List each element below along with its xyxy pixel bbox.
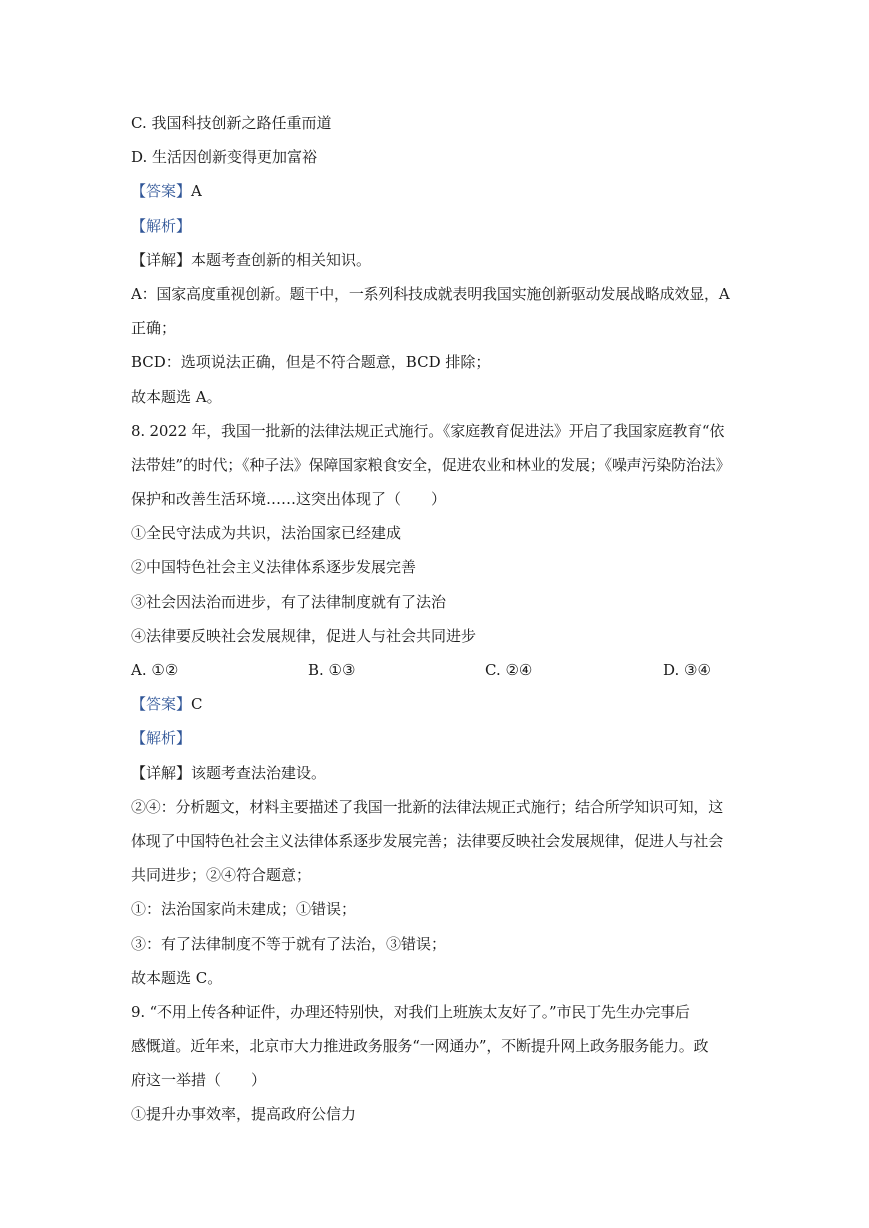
q7-explain-a-line1: A：国家高度重视创新。题干中，一系列科技成就表明我国实施创新驱动发展战略成效显，A [131, 284, 730, 303]
q7-option-c: C. 我国科技创新之路任重而道 [131, 114, 332, 132]
q8-detail: 【详解】该题考查法治建设。 [131, 763, 327, 782]
answer-tag: 【答案】 [131, 182, 192, 201]
q7-analysis-tag: 【解析】 [131, 216, 192, 235]
q8-option-c: C. ②④ [485, 661, 533, 679]
q8-statement-1: ①全民守法成为共识，法治国家已经建成 [131, 524, 402, 543]
q8-explain-line1: ②④：分析题文，材料主要描述了我国一批新的法律法规正式施行；结合所学知识可知，这 [131, 797, 724, 816]
q8-explain-1: ①：法治国家尚未建成；①错误； [131, 900, 357, 919]
q9-stem-line1: 9. “不用上传各种证件，办理还特别快，对我们上班族太友好了。”市民丁先生办完事后 [131, 1002, 690, 1021]
q9-stem-line3: 府这一举措（ ） [131, 1071, 267, 1090]
q8-stem-line2: 法带娃”的时代；《种子法》保障国家粮食安全，促进农业和林业的发展；《噪声污染防治法》 [131, 455, 731, 474]
q8-statement-2: ②中国特色社会主义法律体系逐步发展完善 [131, 558, 417, 577]
q8-explain-line3: 共同进步；②④符合题意； [131, 866, 312, 885]
q7-option-d: D. 生活因创新变得更加富裕 [131, 148, 318, 167]
q8-options [131, 653, 751, 687]
q8-answer [131, 687, 751, 721]
q7-explain-a-line2: 正确； [131, 319, 177, 338]
exam-page [131, 106, 751, 1132]
q8-explain-line2: 体现了中国特色社会主义法律体系逐步发展完善；法律要反映社会发展规律，促进人与社会 [131, 831, 724, 850]
q9-stem-line2: 感慨道。近年来，北京市大力推进政务服务“一网通办”，不断提升网上政务服务能力。政 [131, 1037, 709, 1056]
answer-value: C [191, 695, 203, 714]
q7-conclusion: 故本题选 A。 [131, 387, 222, 406]
q8-conclusion: 故本题选 C。 [131, 968, 223, 987]
q9-statement-1: ①提升办事效率，提高政府公信力 [131, 1105, 357, 1124]
q7-detail: 【详解】本题考查创新的相关知识。 [131, 250, 372, 269]
q8-explain-3: ③：有了法律制度不等于就有了法治，③错误； [131, 934, 447, 953]
q8-stem-line1: 8. 2022 年，我国一批新的法律法规正式施行。《家庭教育促进法》开启了我国家庭教育“依 [131, 421, 725, 440]
q7-answer [131, 174, 751, 208]
q8-option-b: B. ①③ [308, 661, 356, 679]
q8-statement-4: ④法律要反映社会发展规律，促进人与社会共同进步 [131, 626, 477, 645]
q8-option-a: A. ①② [131, 661, 179, 679]
answer-value: A [191, 182, 202, 201]
answer-tag: 【答案】 [131, 695, 192, 714]
q8-statement-3: ③社会因法治而进步，有了法律制度就有了法治 [131, 592, 447, 611]
q7-explain-bcd: BCD：选项说法正确，但是不符合题意，BCD 排除； [131, 353, 491, 372]
q8-option-d: D. ③④ [663, 661, 711, 679]
q8-stem-line3: 保护和改善生活环境……这突出体现了（ ） [131, 490, 447, 509]
q8-analysis-tag: 【解析】 [131, 729, 192, 748]
